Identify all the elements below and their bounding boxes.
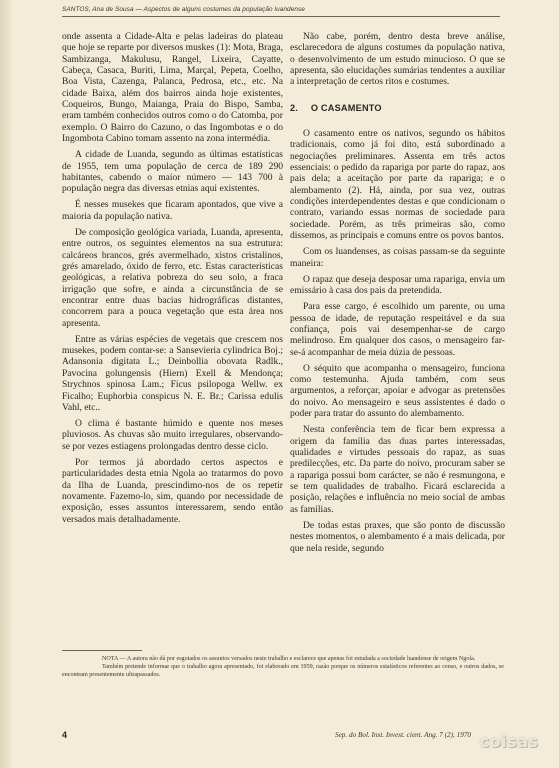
paragraph: De composição geológica variada, Luanda, apresenta, entre outros, os seguintes elementos na sua estrutura: calcáreos brancos, grés avermelhado, xistos cristalinos, grés amarelado, óxido de ferro, etc. Estas características geológicas, a relativa pobreza do seu solo, a fraca irrigação que sofre, e ainda a circunstância de se encontrar entre duas bacias hidrográficas distantes, concorrem para a pouca vegetação que esta área nos apresenta.	[62, 226, 283, 329]
paragraph: É nesses musekes que ficaram apontados, que vive a maioria da população nativa.	[62, 199, 283, 222]
footnote-rule	[62, 650, 142, 651]
footnotes	[62, 655, 504, 679]
page-edge-shadow	[0, 0, 14, 768]
running-header	[62, 6, 502, 13]
paragraph: O clima é bastante húmido e quente nos meses pluviosos. As chuvas são muito irregulares, observando-se por vezes estiagens prolongadas dentro desse ciclo.	[62, 417, 283, 452]
header-rule	[62, 16, 500, 17]
paragraph: Não cabe, porém, dentro desta breve análise, esclarecedora de alguns costumes da população nativa, o desenvolvimento de um estudo minucioso. O que se apresenta, são elucidações sumárias tendentes a auxiliar a interpretação de certos ritos e costumes.	[290, 31, 505, 88]
page-number: 4	[62, 730, 68, 740]
paragraph: Por termos já abordado certos aspectos e particularidades desta etnia Ngola ao tratarmos do povo da Ilha de Luanda, prescindimo-nos de os repetir novamente. Fazemo-lo, sim, quando por necessidade de exposição, esses assuntos interessarem, sendo então versados mais detalhadamente.	[62, 456, 283, 525]
paragraph: O casamento entre os nativos, segundo os hábitos tradicionais, como já foi dito, está subordinado a negociações preliminares. Assenta em três actos essenciais: o pedido da rapariga por parte do rapaz, aos pais dela; a aceitação por parte da rapariga; e o alembamento (2). Há, ainda, por sua vez, outras condições interdependentes destas e que condicionam o contrato, variando essas normas de sociedade para sociedade. Porém, as três primeiras são, como dissemos, as principais e comuns entre os povos bantos.	[290, 128, 505, 242]
paragraph: onde assenta a Cidade-Alta e pelas ladeiras do plateau que hoje se reparte por diversos muskes (1): Mota, Braga, Sambizanga, Makulusu, Rangel, Lixeira, Cayatte, Cabeça, Casaca, Buriti, Lima, Marçal, Pepeta, Coelho, Boa Vista, Cazenga, Palanca, Pedrosa, etc., etc. Na cidade Baixa, além dos bairros ainda hoje existentes, Coqueiros, Bungo, Maianga, Praia do Bispo, Samba, eram também conhecidos outros como o do Catomba, por exemplo. O Bairro do Cazuno, o das Ingombotas e o do Ingombota Cabino tomam assento na zona intermédia.	[62, 31, 283, 145]
paragraph: Nesta conferência tem de ficar bem expressa a origem da família das duas partes interessadas, qualidades e virtudes pessoais do rapaz, as suas predilecções, etc. Da parte do noivo, procuram saber se a rapariga possui bom carácter, se não é resmungona, e se tem qualidades de trabalho. Ficará esclarecida a posição, relações e influência no meio social de ambas as famílias.	[290, 424, 505, 515]
paragraph: O rapaz que deseja desposar uma rapariga, envia um emissário à casa dos pais da pretendida.	[290, 273, 505, 297]
section-number: 2.	[290, 102, 299, 113]
site-watermark	[466, 730, 552, 764]
footnote: NOTA — A autora não dá por esgotados os assuntos versados neste trabalho e esclarece que apenas foi estudada a sociedade luandense de origem Ngola.	[102, 656, 476, 662]
running-header-text: SANTOS, Ana de Sousa — Aspectos de alguns costumes da população luandense	[62, 6, 305, 13]
left-column	[62, 31, 283, 530]
paragraph: O séquito que acompanha o mensageiro, funciona como testemunha. Ajuda também, com seus argumentos, a reforçar, apoiar e advogar as pretensões do noivo. Ao mensageiro e seus assistentes é dado o poder para tratar do assunto do alembamento.	[290, 362, 505, 420]
right-column	[290, 31, 505, 559]
paragraph: De todas estas praxes, que são ponto de discussão nestes momentos, o alembamento é a mais delicada, por que nela reside, segundo	[290, 519, 505, 554]
watermark-text: coisas	[479, 732, 539, 751]
section-title: O CASAMENTO	[310, 102, 382, 113]
section-heading	[290, 103, 505, 114]
paragraph: Entre as várias espécies de vegetais que crescem nos musekes, podem contar-se: a Sansevieria cylindrica Boj.; Adansonia digitata L.; Deinbollia obovata Radlk., Pavocina golungensis (Hiern) Exell & Mendonça; Strychnos spinosa Lam.; Ficus psilopoga Wellw. ex Ficalho; Euphorbia conspicus N. E. Br.; Carissa edulis Vahl, etc..	[62, 333, 283, 413]
paragraph: Com os luandenses, as coisas passam-se da seguinte maneira:	[290, 246, 505, 269]
journal-citation: Sep. do Bol. Inst. Invest. cient. Ang. 7 (2), 1970	[335, 731, 472, 739]
paragraph: A cidade de Luanda, segundo as últimas estatísticas de 1955, tem uma população de cerca de 189 290 habitantes, cabendo o maior número — 143 700 à população negra das diversas etnias aqui existentes.	[62, 149, 283, 195]
footnote: Também pretende informar que o trabalho agora apresentado, foi elaborado em 1959, razão porque os números estatísticos referentes ao censo, e outros dados, se encontram presentemente ultrapassados.	[62, 664, 504, 679]
paragraph: Para esse cargo, é escolhido um parente, ou uma pessoa de idade, de reputação respeitável e da sua confiança, pois vai desempenhar-se de cargo melindroso. Em qualquer dos casos, o mensageiro far-se-á acompanhar de meia dúzia de pessoas.	[290, 301, 505, 358]
